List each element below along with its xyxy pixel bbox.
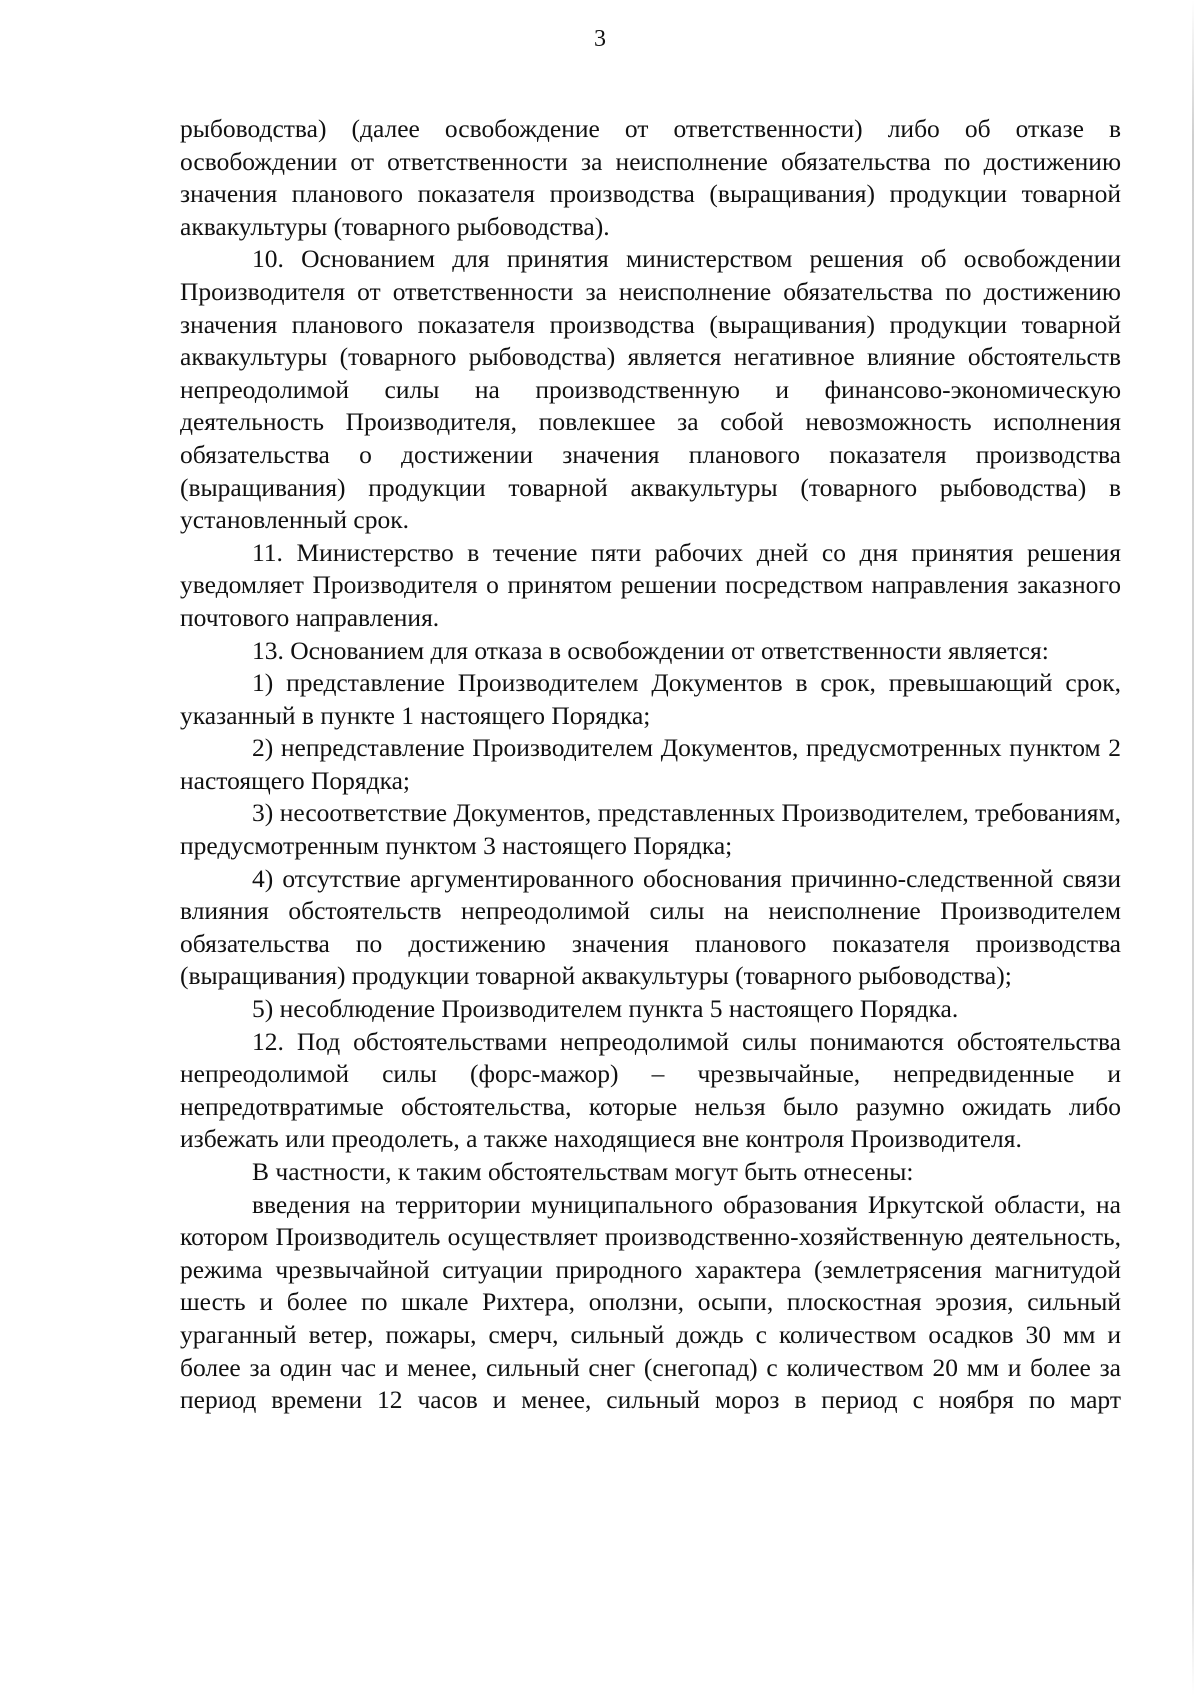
paragraph: 11. Министерство в течение пяти рабочих дней со дня принятия решения уведомляет Производителя о принятом решении посредством направления заказного почтового направления. <box>180 537 1121 632</box>
document-body <box>180 113 1121 1417</box>
paragraph: 10. Основанием для принятия министерством решения об освобождении Производителя от ответственности за неисполнение обязательства по достижению значения планового показателя производства (выращивания) продукции товарной аквакультуры (товарного рыбоводства) является негативное влияние обстоятельств непреодолимой силы на производственную и финансово-экономическую деятельность Производителя, повлекшее за собой невозможность исполнения обязательства о достижении значения планового показателя производства (выращивания) продукции товарной аквакультуры (товарного рыбоводства) в установленный срок. <box>180 244 1121 535</box>
paragraph: 5) несоблюдение Производителем пункта 5 настоящего Порядка. <box>252 994 959 1024</box>
page-number: 3 <box>594 26 606 52</box>
paragraph: В частности, к таким обстоятельствам могут быть отнесены: <box>252 1157 914 1186</box>
paragraph: 13. Основанием для отказа в освобождении от ответственности является: <box>252 635 1049 665</box>
paragraph: введения на территории муниципального образования Иркутской области, на котором Производитель осуществляет производственно-хозяйственную деятельность, режима чрезвычайной ситуации природного характера (землетрясения магнитудой шесть и более по шкале Рихтера, оползни, осыпи, плоскостная эрозия, сильный ураганный ветер, пожары, смерч, сильный дождь с количеством осадков 30 мм и более за один час и менее, сильный снег (снегопад) с количеством 20 мм и более за период времени 12 часов и менее, сильный мороз в период с ноября по март <box>180 1189 1121 1415</box>
paragraph: 2) непредставление Производителем Документов, предусмотренных пунктом 2 настоящего Порядка; <box>180 733 1121 795</box>
paragraph: 3) несоответствие Документов, представленных Производителем, требованиям, предусмотренным пунктом 3 настоящего Порядка; <box>180 798 1121 861</box>
paragraph: рыбоводства) (далее освобождение от ответственности) либо об отказе в освобождении от ответственности за неисполнение обязательства по достижению значения планового показателя производства (выращивания) продукции товарной аквакультуры (товарного рыбоводства). <box>180 114 1121 241</box>
paragraph: 12. Под обстоятельствами непреодолимой силы понимаются обстоятельства непреодолимой силы (форс-мажор) – чрезвычайные, непредвиденные и непредотвратимые обстоятельства, которые нельзя было разумно ожидать либо избежать или преодолеть, а также находящиеся вне контроля Производителя. <box>180 1026 1121 1154</box>
scan-edge-line <box>1192 0 1194 1696</box>
paragraph: 4) отсутствие аргументированного обоснования причинно-следственной связи влияния обстоятельств непреодолимой силы на неисполнение Производителем обязательства по достижению значения планового показателя производства (выращивания) продукции товарной аквакультуры (товарного рыбоводства); <box>180 863 1121 991</box>
paragraph: 1) представление Производителем Документов в срок, превышающий срок, указанный в пункте 1 настоящего Порядка; <box>180 668 1121 730</box>
